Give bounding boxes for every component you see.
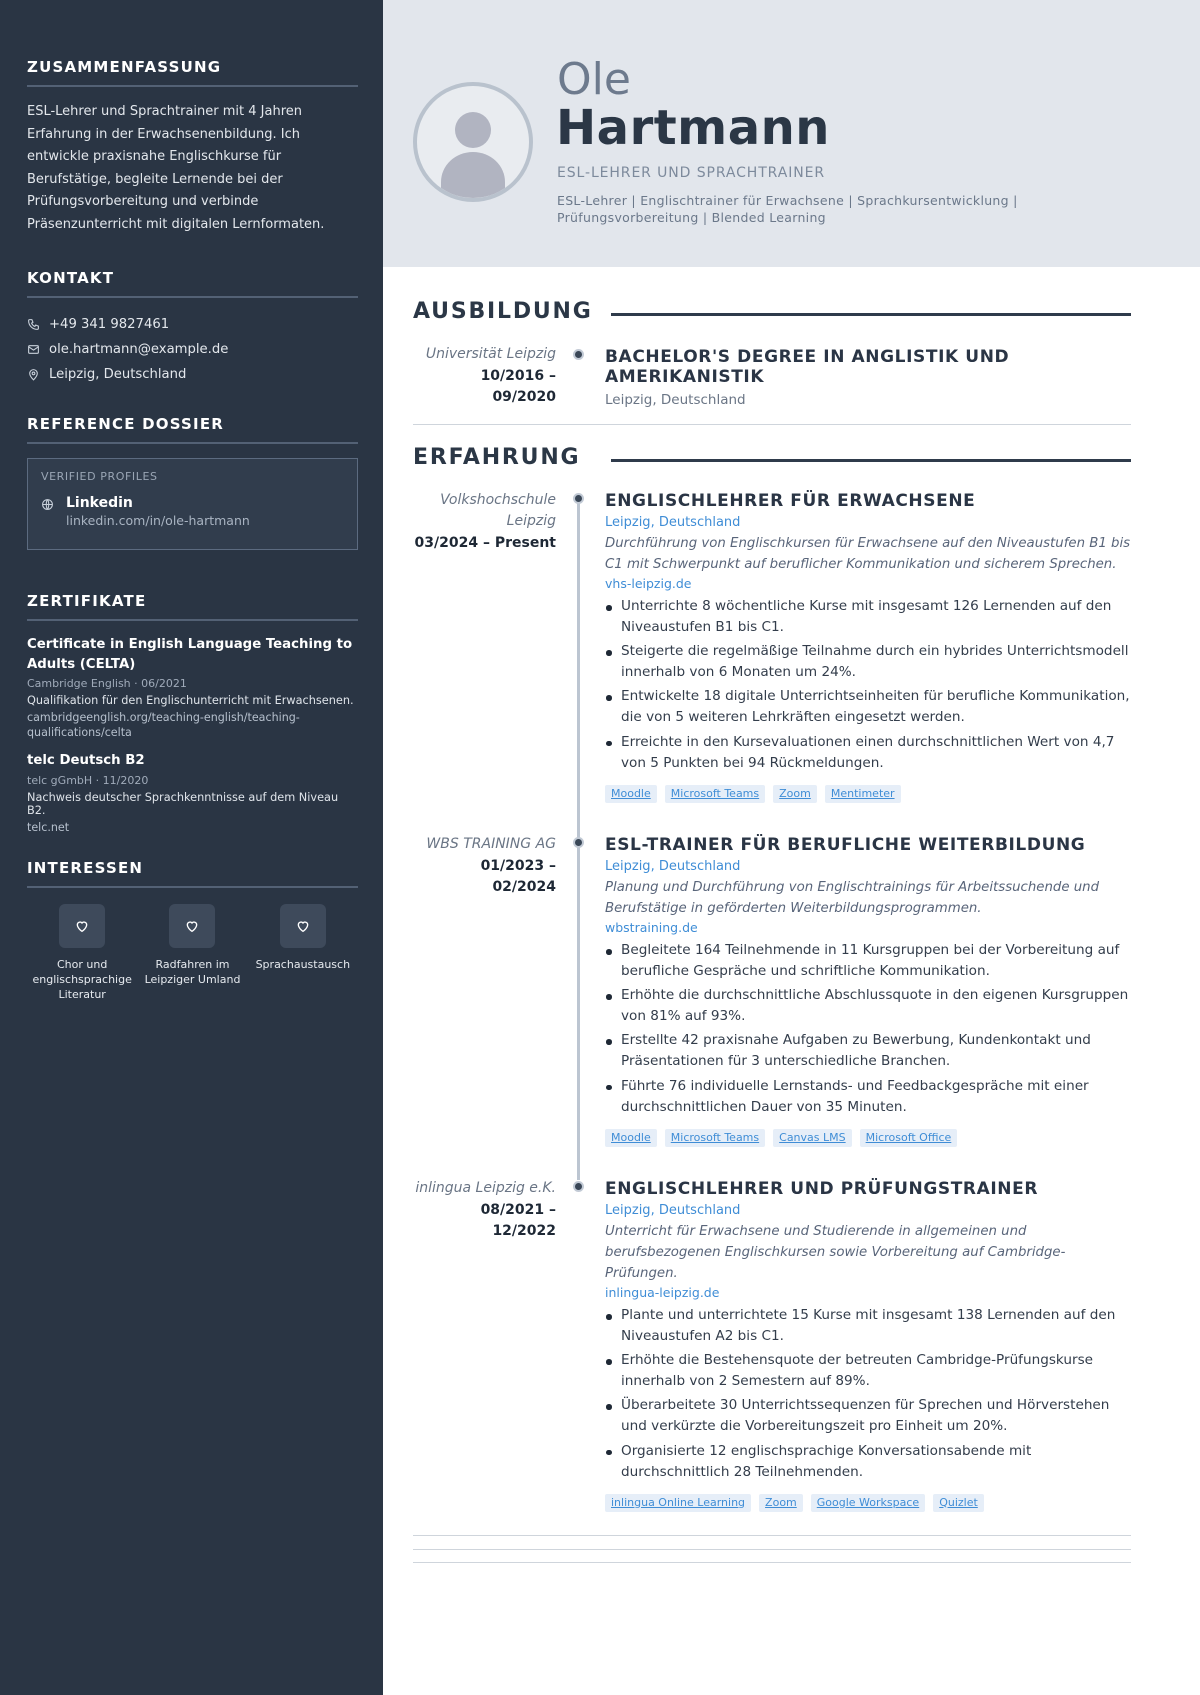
job-description: Planung und Durchführung von Englischtrainings für Arbeitssuchende und Berufstätige in geförderten Weiterbildungsprogrammen. xyxy=(605,880,1100,916)
education-location: Leipzig, Deutschland xyxy=(605,392,746,408)
reference-section xyxy=(27,415,358,550)
certificate-item xyxy=(27,635,358,740)
last-name: Hartmann xyxy=(556,100,830,156)
experience-rule xyxy=(611,459,1131,462)
job-meta xyxy=(413,490,556,554)
timeline-dot xyxy=(573,493,584,504)
education-title: BACHELOR'S DEGREE IN ANGLISTIK UND AMERIKANISTIK xyxy=(605,347,1010,387)
certificate-desc: Qualifikation für den Englischunterricht mit Erwachsenen. xyxy=(27,694,354,707)
interest-label: Chor und englischsprachige Literatur xyxy=(32,958,132,1001)
contact-location xyxy=(27,362,358,387)
bullet-item: Erhöhte die Bestehensquote der betreuten Cambridge-Prüfungskurse innerhalb von 2 Semestern auf 89%. xyxy=(605,1350,1132,1392)
interests-heading: INTERESSEN xyxy=(27,859,358,888)
first-name: Ole xyxy=(557,54,631,105)
job-dates: 03/2024 – Present xyxy=(414,535,556,551)
interest-label: Radfahren im Leipziger Umland xyxy=(144,958,241,986)
job-dates: 08/2021 – 12/2022 xyxy=(480,1202,556,1239)
location-pin-icon xyxy=(27,368,40,381)
job-title: ENGLISCHLEHRER UND PRÜFUNGSTRAINER xyxy=(605,1179,1039,1199)
certificates-heading: ZERTIFIKATE xyxy=(27,592,358,621)
interest-icon-box xyxy=(169,904,215,948)
bullet-item: Plante und unterrichtete 15 Kurse mit insgesamt 138 Lernenden auf den Niveaustufen A2 bis C1. xyxy=(605,1305,1132,1347)
bullet-item: Erhöhte die durchschnittliche Abschlussquote in den eigenen Kursgruppen von 81% auf 93%. xyxy=(605,985,1132,1027)
skill-tag[interactable]: Mentimeter xyxy=(825,785,901,803)
summary-text: ESL-Lehrer und Sprachtrainer mit 4 Jahren Erfahrung in der Erwachsenenbildung. Ich entwickle praxisnahe Englischkurse für Berufstätige, begleite Lernende bei der Prüfungsvorbereitung und verbinde Präsenzunterricht mit digitalen Lernformaten. xyxy=(27,104,325,232)
job-entry xyxy=(605,835,1132,1147)
summary-heading: ZUSAMMENFASSUNG xyxy=(27,58,358,87)
education-heading: AUSBILDUNG xyxy=(413,299,593,324)
certificates-section xyxy=(27,592,358,835)
bullet-item: Erstellte 42 praxisnahe Aufgaben zu Bewerbung, Kundenkontakt und Präsentationen für 3 unterschiedliche Branchen. xyxy=(605,1030,1132,1072)
skill-tag[interactable]: Canvas LMS xyxy=(773,1129,851,1147)
job-bullets xyxy=(605,596,1132,774)
timeline-dot xyxy=(573,349,584,360)
job-link[interactable]: inlingua-leipzig.de xyxy=(605,1285,720,1300)
phone-value: +49 341 9827461 xyxy=(49,317,170,332)
job-org: inlingua Leipzig e.K. xyxy=(415,1180,556,1196)
job-title: ESL-LEHRER UND SPRACHTRAINER xyxy=(557,165,825,181)
skill-tag[interactable]: Google Workspace xyxy=(811,1494,925,1512)
job-tags xyxy=(605,1494,1132,1512)
divider xyxy=(413,424,1131,425)
job-description: Unterricht für Erwachsene und Studierende in allgemeinen und berufsbezogenen Englischkursen sowie Vorbereitung auf Cambridge-Prüfungen. xyxy=(605,1224,1066,1281)
sidebar xyxy=(0,0,383,1695)
skill-tag[interactable]: Microsoft Office xyxy=(860,1129,958,1147)
contact-section xyxy=(27,269,358,387)
reference-profile-linkedin[interactable] xyxy=(41,495,344,528)
certificate-link[interactable]: cambridgeenglish.org/teaching-english/teaching-qualifications/celta xyxy=(27,711,300,739)
bullet-item: Überarbeitete 30 Unterrichtssequenzen für Sprechen und Hörverstehen und verkürzte die Vorbereitungszeit pro Einheit um 20%. xyxy=(605,1395,1132,1437)
globe-icon xyxy=(41,498,54,511)
interest-item xyxy=(137,904,247,1002)
mail-icon xyxy=(27,343,40,356)
job-location: Leipzig, Deutschland xyxy=(605,1203,741,1218)
timeline-dot xyxy=(573,1181,584,1192)
summary-section xyxy=(27,58,358,236)
job-title: ESL-TRAINER FÜR BERUFLICHE WEITERBILDUNG xyxy=(605,835,1086,855)
job-bullets xyxy=(605,940,1132,1118)
job-tags xyxy=(605,785,1132,803)
job-entry xyxy=(605,491,1132,803)
bullet-item: Führte 76 individuelle Lernstands- und Feedbackgespräche mit einer durchschnittlichen Dauer von 35 Minuten. xyxy=(605,1076,1132,1118)
heart-icon xyxy=(184,918,200,934)
certificate-item xyxy=(27,751,358,835)
job-location: Leipzig, Deutschland xyxy=(605,859,741,874)
contact-phone[interactable] xyxy=(27,312,358,337)
interest-item xyxy=(248,904,358,1002)
certificate-title: Certificate in English Language Teaching to Adults (CELTA) xyxy=(27,637,353,672)
location-value: Leipzig, Deutschland xyxy=(49,367,187,382)
bullet-item: Organisierte 12 englischsprachige Konversationsabende mit durchschnittlich 28 Teilnehmenden. xyxy=(605,1441,1132,1483)
job-link[interactable]: wbstraining.de xyxy=(605,920,698,935)
interests-list xyxy=(27,904,358,1002)
job-org: WBS TRAINING AG xyxy=(426,836,556,852)
divider xyxy=(413,1549,1131,1550)
reference-eyebrow: VERIFIED PROFILES xyxy=(41,470,158,483)
skill-tag[interactable]: inlingua Online Learning xyxy=(605,1494,751,1512)
divider xyxy=(413,1562,1131,1563)
certificate-title: telc Deutsch B2 xyxy=(27,753,145,768)
job-tags xyxy=(605,1129,1132,1147)
interest-label: Sprachaustausch xyxy=(255,958,351,971)
bullet-item: Begleitete 164 Teilnehmende in 11 Kursgruppen bei der Vorbereitung auf berufliche Gespräche und schriftliche Kommunikation. xyxy=(605,940,1132,982)
contact-email[interactable] xyxy=(27,337,358,362)
skill-tag[interactable]: Microsoft Teams xyxy=(665,1129,765,1147)
timeline-dot xyxy=(573,837,584,848)
job-location: Leipzig, Deutschland xyxy=(605,515,741,530)
job-bullets xyxy=(605,1305,1132,1483)
heart-icon xyxy=(74,918,90,934)
interests-section xyxy=(27,859,358,1002)
interest-icon-box xyxy=(280,904,326,948)
education-meta xyxy=(413,344,556,408)
skill-tag[interactable]: Moodle xyxy=(605,785,657,803)
divider xyxy=(413,1535,1131,1536)
job-dates: 01/2023 – 02/2024 xyxy=(480,858,556,895)
job-description: Durchführung von Englischkursen für Erwachsene auf den Niveaustufen B1 bis C1 mit Schwerpunkt auf beruflicher Kommunikation und sicherem Sprechen. xyxy=(605,536,1131,572)
education-org: Universität Leipzig xyxy=(425,346,556,362)
person-avatar-icon xyxy=(413,82,533,202)
heart-icon xyxy=(295,918,311,934)
contact-heading: KONTAKT xyxy=(27,269,358,298)
certificate-meta: telc gGmbH · 11/2020 xyxy=(27,773,149,787)
reference-box xyxy=(27,458,358,550)
skill-tag[interactable]: Quizlet xyxy=(933,1494,984,1512)
certificate-desc: Nachweis deutscher Sprachkenntnisse auf dem Niveau B2. xyxy=(27,790,339,817)
job-title: ENGLISCHLEHRER FÜR ERWACHSENE xyxy=(605,491,976,511)
reference-profile-url[interactable]: linkedin.com/in/ole-hartmann xyxy=(66,513,250,528)
education-entry xyxy=(605,347,1132,408)
certificate-link[interactable]: telc.net xyxy=(27,820,70,834)
keywords: ESL-Lehrer | Englischtrainer für Erwachsene | Sprachkursentwicklung | Prüfungsvorbereitung | Blended Learning xyxy=(557,193,1018,225)
skill-tag[interactable]: Microsoft Teams xyxy=(665,785,765,803)
bullet-item: Unterrichte 8 wöchentliche Kurse mit insgesamt 126 Lernenden auf den Niveaustufen B1 bis C1. xyxy=(605,596,1132,638)
bullet-item: Entwickelte 18 digitale Unterrichtseinheiten für berufliche Kommunikation, die von 5 weiteren Lehrkräften eingesetzt werden. xyxy=(605,686,1132,728)
job-org: Volkshochschule Leipzig xyxy=(440,492,556,529)
experience-heading: ERFAHRUNG xyxy=(413,445,581,470)
bullet-item: Erreichte in den Kursevaluationen einen durchschnittlichen Wert von 4,7 von 5 Punkten bei 94 Rückmeldungen. xyxy=(605,732,1132,774)
email-value: ole.hartmann@example.de xyxy=(49,342,229,357)
reference-heading: REFERENCE DOSSIER xyxy=(27,415,358,444)
job-meta xyxy=(413,834,556,898)
reference-profile-name: Linkedin xyxy=(66,495,133,511)
phone-icon xyxy=(27,318,40,331)
certificate-meta: Cambridge English · 06/2021 xyxy=(27,677,187,690)
education-dates: 10/2016 – 09/2020 xyxy=(480,368,556,405)
skill-tag[interactable]: Zoom xyxy=(773,785,817,803)
bullet-item: Steigerte die regelmäßige Teilnahme durch ein hybrides Unterrichtsmodell innerhalb von 6 Monaten um 24%. xyxy=(605,641,1132,683)
skill-tag[interactable]: Zoom xyxy=(759,1494,803,1512)
interest-item xyxy=(27,904,137,1002)
job-link[interactable]: vhs-leipzig.de xyxy=(605,576,692,591)
interest-icon-box xyxy=(59,904,105,948)
job-entry xyxy=(605,1179,1132,1512)
job-meta xyxy=(413,1178,556,1242)
education-rule xyxy=(611,313,1131,316)
skill-tag[interactable]: Moodle xyxy=(605,1129,657,1147)
